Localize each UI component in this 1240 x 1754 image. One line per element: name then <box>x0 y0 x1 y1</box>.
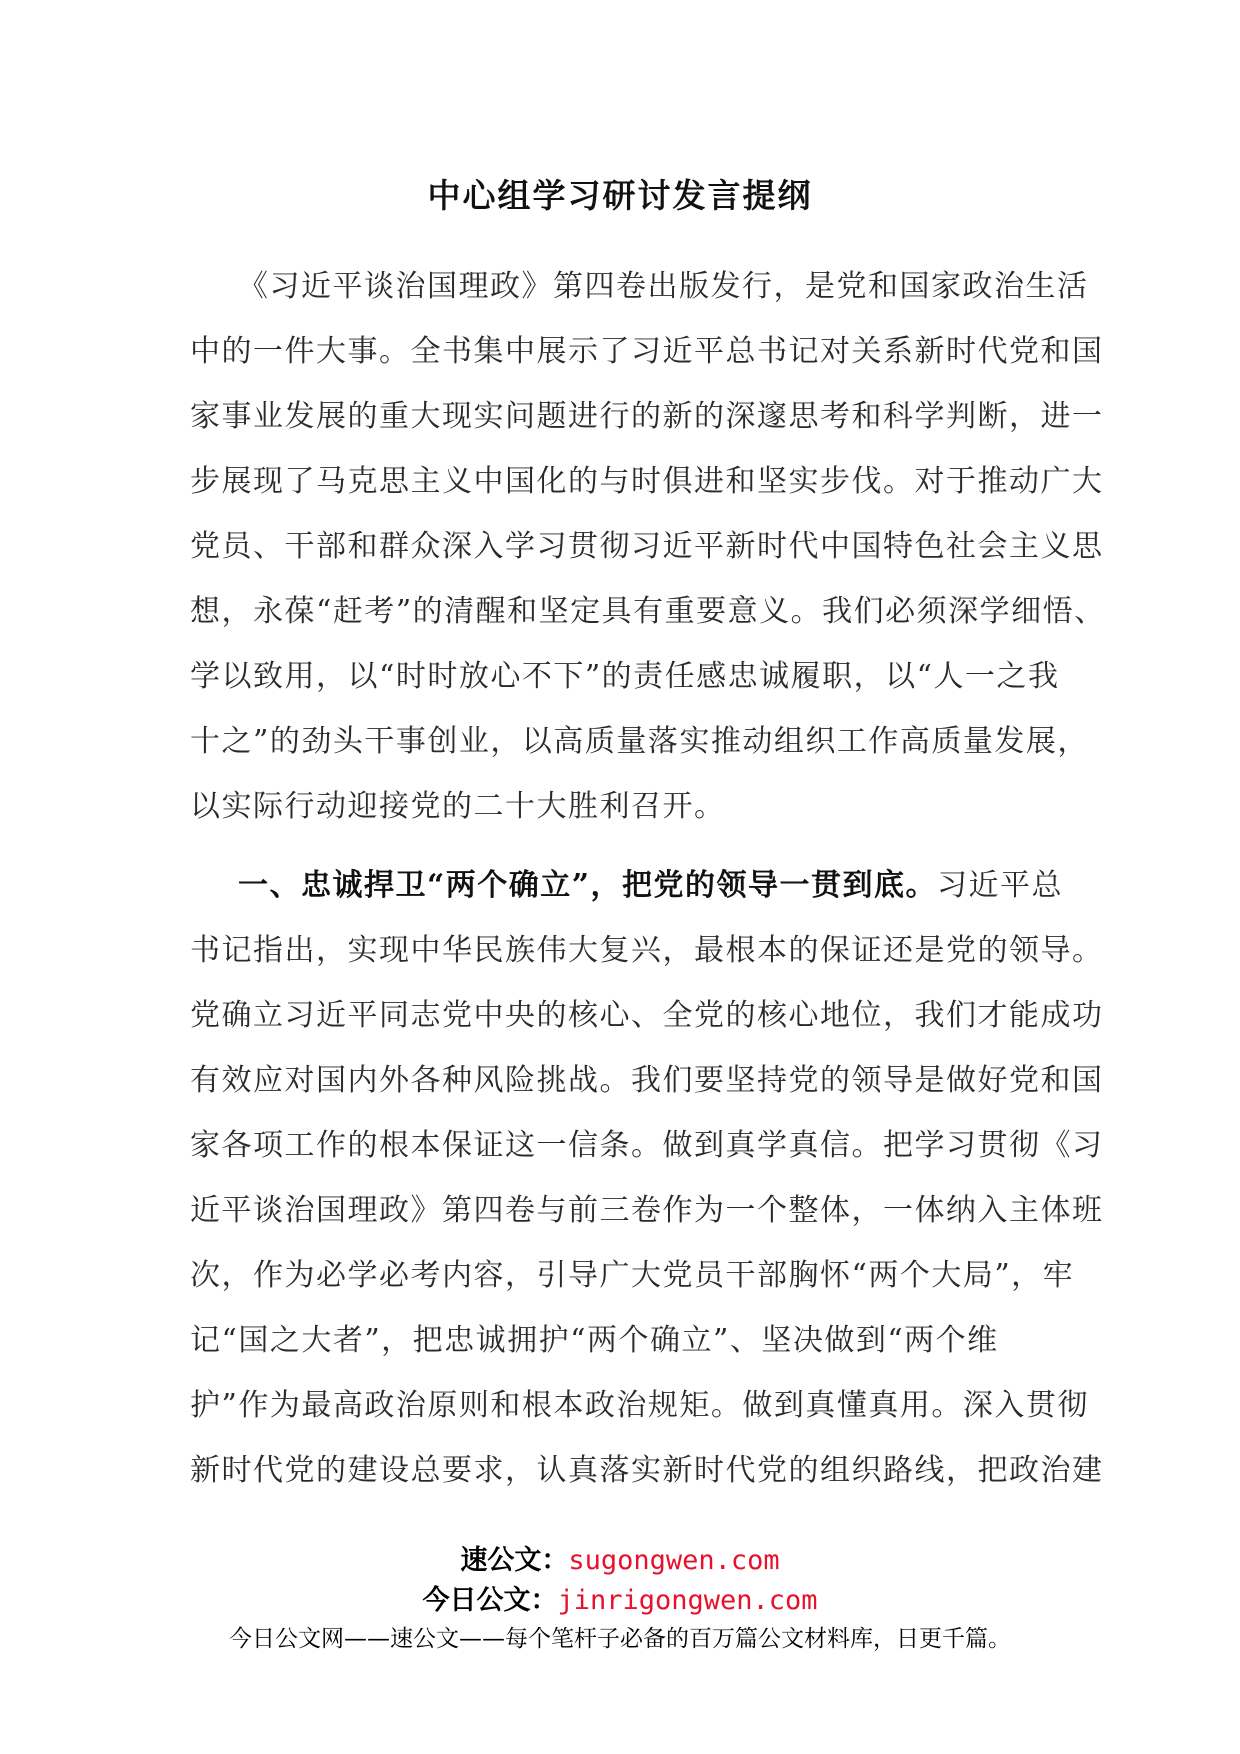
line-text: 学以致用，以“时时放心不下”的责任感忠诚履职，以“人一之我 <box>190 659 1060 694</box>
document-title: 中心组学习研讨发言提纲 <box>427 176 813 215</box>
line-text: 家各项工作的根本保证这一信条。做到真学真信。把学习贯彻《习 <box>190 1128 1104 1163</box>
text-line <box>190 918 1104 983</box>
line-text: 新时代党的建设总要求，认真落实新时代党的组织路线，把政治建 <box>190 1453 1104 1488</box>
text-line <box>190 579 1106 644</box>
line-text: 家事业发展的重大现实问题进行的新的深邃思考和科学判断，进一 <box>190 399 1104 434</box>
text-line <box>190 1243 1075 1308</box>
text-line <box>190 514 1104 579</box>
line-text: 党员、干部和群众深入学习贯彻习近平新时代中国特色社会主义思 <box>190 529 1104 564</box>
text-line <box>190 1113 1104 1178</box>
text-line <box>190 709 1089 774</box>
line-text: 以实际行动迎接党的二十大胜利召开。 <box>190 789 726 824</box>
text-line <box>190 983 1104 1048</box>
line-text: 次，作为必学必考内容，引导广大党员干部胸怀“两个大局”，牢 <box>190 1258 1075 1293</box>
text-line <box>190 449 1104 514</box>
text-line <box>190 384 1104 449</box>
footer-label: 今日公文： <box>422 1585 558 1616</box>
line-text: 护”作为最高政治原则和根本政治规矩。做到真懂真用。深入贯彻 <box>190 1388 1089 1423</box>
text-line <box>190 644 1060 709</box>
line-text: 记“国之大者”，把忠诚拥护“两个确立”、坚决做到“两个维 <box>190 1323 999 1358</box>
section-heading-line <box>190 853 1064 918</box>
text-line <box>190 319 1104 384</box>
line-text: 党确立习近平同志党中央的核心、全党的核心地位，我们才能成功 <box>190 998 1104 1033</box>
text-line <box>190 254 1089 319</box>
footer-label: 速公文： <box>460 1545 569 1576</box>
line-text: 书记指出，实现中华民族伟大复兴，最根本的保证还是党的领导。 <box>190 933 1104 968</box>
text-line <box>190 1308 1060 1373</box>
line-text: 近平谈治国理政》第四卷与前三卷作为一个整体，一体纳入主体班 <box>190 1193 1104 1228</box>
text-line <box>190 1438 1104 1503</box>
line-text: 《习近平谈治国理政》第四卷出版发行，是党和国家政治生活 <box>238 269 1089 304</box>
line-text: 步展现了马克思主义中国化的与时俱进和坚实步伐。对于推动广大 <box>190 464 1104 499</box>
text-line <box>190 1373 1089 1438</box>
footer-link-sugongwen[interactable]: sugongwen.com <box>568 1545 780 1576</box>
line-text: 习近平总 <box>937 868 1064 903</box>
line-text: 十之”的劲头干事创业，以高质量落实推动组织工作高质量发展， <box>190 724 1089 759</box>
text-line <box>190 774 1060 839</box>
text-line <box>190 1178 1104 1243</box>
line-text: 有效应对国内外各种风险挑战。我们要坚持党的领导是做好党和国 <box>190 1063 1104 1098</box>
line-text: 中的一件大事。全书集中展示了习近平总书记对关系新时代党和国 <box>190 334 1104 369</box>
document-body <box>190 254 1106 1503</box>
footer-link-jinrigongwen[interactable]: jinrigongwen.com <box>557 1585 818 1616</box>
text-line <box>190 1048 1104 1113</box>
footer-line-sugongwen <box>0 1538 1240 1577</box>
line-text: 想，永葆“赶考”的清醒和坚定具有重要意义。我们必须深学细悟、 <box>190 594 1106 629</box>
footer-tagline: 今日公文网——速公文——每个笔杆子必备的百万篇公文材料库，日更千篇。 <box>229 1626 1011 1652</box>
section-heading: 一、忠诚捍卫“两个确立”，把党的领导一贯到底。 <box>238 868 938 903</box>
footer-line-jinrigongwen <box>0 1578 1240 1617</box>
